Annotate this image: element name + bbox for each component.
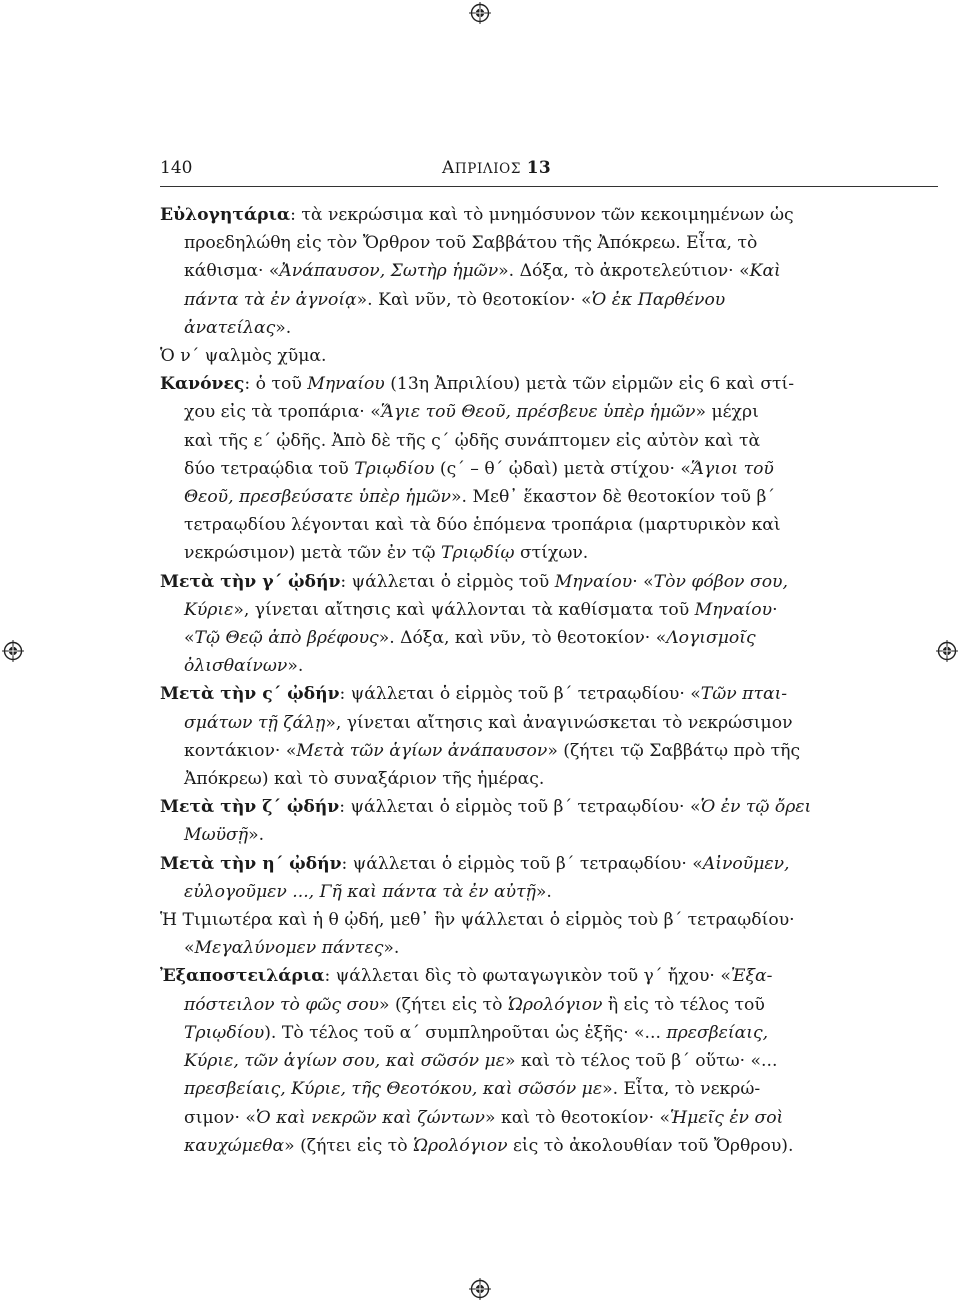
text-run: Ὁ ν΄ ψαλμὸς χῦμα. [160,346,327,367]
text-line [160,286,840,314]
hymn-incipit: πρεσβείαις, Κύριε, τῆς Θεοτόκου, καὶ σῶσόν με [184,1079,603,1100]
text-line [160,1075,840,1103]
hymn-incipit: Ὁ ἐκ Παρθένου [591,289,726,310]
text-run: ». Μεθ᾽ ἕκαστον δὲ θεοτοκίον τοῦ β΄ [451,487,775,508]
hymn-incipit: Κύριε, τῶν ἁγίων σου, καὶ σῶσόν με [184,1051,505,1072]
text-run: : ψάλλεται ὁ εἱρμὸς τοῦ β΄ τετραῳδίου· « [341,853,703,874]
text-line [160,1104,840,1132]
text-line [160,878,840,906]
hymn-incipit: Μηναίου [554,571,633,592]
hymn-incipit: πάντα τὰ ἐν ἀγνοίᾳ [184,289,357,310]
text-run: » (ζήτει τῷ Σαββάτῳ πρὸ τῆς [547,740,801,761]
text-run: « [184,938,195,959]
text-run: ». [287,656,304,677]
text-line [160,201,840,229]
registration-target-icon [2,640,24,662]
text-run: » καὶ τὸ τέλος τοῦ β΄ οὕτω· «... [504,1051,778,1072]
text-run: ». Καὶ νῦν, τὸ θεοτοκίον· « [356,289,592,310]
hymn-incipit: Μηναίου [694,599,773,620]
text-run: « [184,628,195,649]
text-line [160,539,840,567]
rubric-heading: Εὐλογητάρια [160,205,291,225]
text-run: τετραῳδίου λέγονται καὶ τὰ δύο ἑπόμενα τροπάρια (μαρτυρικὸν καὶ [184,515,781,536]
text-line [160,1132,840,1160]
text-run: » μέχρι [695,402,759,423]
text-run: ». Δόξα, καὶ νῦν, τὸ θεοτοκίον· « [378,628,667,649]
rubric-heading: Ἐξαποστειλάρια [160,966,325,987]
text-run: : τὰ νεκρώσιμα καὶ τὸ μνημόσυνον τῶν κεκοιμημένων ὡς [290,205,794,225]
text-run: Ἡ Τιμιωτέρα καὶ ἡ θ ᾠδή, μεθ᾽ ἣν ψάλλεται ὁ εἱρμὸς τοὺ β΄ τετραῳδίου· [160,910,795,931]
text-line [160,737,840,765]
text-line [160,398,840,426]
hymn-incipit: Τριῳδίου [354,458,435,479]
text-line [160,427,840,455]
text-line [160,511,840,539]
text-run: » (ζήτει εἰς τὸ [379,994,508,1015]
text-line [160,1047,840,1075]
text-run: ». Δόξα, τὸ ἀκροτελεύτιον· « [498,261,750,282]
text-run: εἰς τὸ ἀκολουθίαν τοῦ Ὄρθρου). [507,1135,794,1156]
text-run: · « [632,571,654,592]
text-run: ». [383,938,400,959]
text-run: (ς΄ – θ΄ ᾠδαὶ) μετὰ στίχου· « [434,458,691,479]
text-run: ». [275,317,292,338]
text-line [160,709,840,737]
text-run: καὶ τῆς ε΄ ᾠδῆς. Ἀπὸ δὲ τῆς ς΄ ᾠδῆς συνάπτομεν εἰς αὐτὸν καὶ τὰ [184,430,761,451]
text-line [160,455,840,483]
body-text [160,201,840,1160]
text-run: » (ζήτει εἰς τὸ [284,1135,414,1156]
text-run: : ὁ τοῦ [244,374,308,395]
page-header [160,154,938,186]
hymn-incipit: Λογισμοῖς [666,628,756,649]
text-run: κοντάκιον· « [184,740,297,761]
hymn-incipit: Τριῳδίου [184,1022,265,1043]
text-line [160,991,840,1019]
hymn-incipit: Ἅγιοι τοῦ [690,458,774,479]
text-run: κάθισμα· « [184,261,280,282]
text-line [160,483,840,511]
text-line [160,765,840,793]
hymn-incipit: ἀνατείλας [184,317,276,338]
text-run: : ψάλλεται δὶς τὸ φωταγωγικὸν τοῦ γ΄ ἤχου· « [324,966,731,987]
hymn-incipit: Μηναίου [307,374,385,395]
hymn-incipit: Τριῳδίῳ [441,543,515,564]
registration-target-icon [469,2,491,24]
hymn-incipit: Κύριε [184,599,234,620]
hymn-incipit: Τὸν φόβον σου, [653,571,788,592]
rubric-heading: Κανόνες [160,374,245,395]
hymn-incipit: Ὁ ἐν τῷ ὄρει [700,797,812,818]
text-line [160,370,840,398]
hymn-incipit: ὀλισθαίνων [184,656,288,677]
text-run: : ψάλλεται ὁ εἱρμὸς τοῦ β΄ τετραῳδίου· « [339,797,701,818]
hymn-incipit: Τῶν πται- [700,684,788,705]
hymn-incipit: Ἀνάπαυσον, Σωτὴρ ἡμῶν [279,261,499,282]
running-head-month: ΑΠΡΙΛΙΟΣ [442,158,521,178]
header-rule [160,186,938,187]
hymn-incipit: Μωϋσῇ [184,825,249,846]
page-number: 140 [160,158,193,178]
text-line [160,821,840,849]
hymn-incipit: Ἅγιε τοῦ Θεοῦ, πρέσβευε ὑπὲρ ἡμῶν [380,402,696,423]
text-run: ). Τὸ τέλος τοῦ α΄ συμπληροῦται ὡς ἑξῆς· «... [264,1022,667,1043]
hymn-incipit: σμάτων τῇ ζάλῃ [184,712,326,733]
text-run: δύο τετραῴδια τοῦ [184,458,355,479]
text-line [160,680,840,708]
hymn-incipit: Καὶ [749,261,781,282]
hymn-incipit: πόστειλον τὸ φῶς σου [184,994,379,1015]
text-line [160,314,840,342]
hymn-incipit: Θεοῦ, πρεσβεύσατε ὑπὲρ ἡμῶν [184,487,452,508]
rubric-heading: Μετὰ τὴν ζ΄ ᾠδήν [160,797,340,818]
hymn-incipit: Ἡμεῖς ἐν σοὶ [670,1107,784,1128]
text-run: ». [535,881,552,902]
text-run: », γίνεται αἴτησις καὶ ψάλλονται τὰ καθίσματα τοῦ [233,599,695,620]
text-run: ἢ εἰς τὸ τέλος τοῦ [602,994,765,1015]
running-head-day: 13 [526,158,551,178]
text-run: νεκρώσιμον) μετὰ τῶν ἐν τῷ [184,543,442,564]
text-line [160,229,840,257]
rubric-heading: Μετὰ τὴν η΄ ᾠδήν [160,853,342,874]
text-run: : ψάλλεται ὁ εἱρμὸς τοῦ β΄ τετραῳδίου· « [339,684,701,705]
text-line [160,568,840,596]
hymn-incipit: Τῷ Θεῷ ἀπὸ βρέφους [194,628,379,649]
registration-target-icon [469,1278,491,1300]
hymn-incipit: Αἰνοῦμεν, [702,853,790,874]
text-line [160,257,840,285]
hymn-incipit: Μετὰ τῶν ἁγίων ἀνάπαυσον [296,740,548,761]
rubric-heading: Μετὰ τὴν γ΄ ᾠδήν [160,571,341,592]
running-head [442,156,551,181]
text-run: (13η Ἀπριλίου) μετὰ τῶν εἰρμῶν εἰς 6 καὶ στί- [384,374,795,395]
text-line [160,1019,840,1047]
hymn-incipit: εὐλογοῦμεν ..., Γῆ καὶ πάντα τὰ ἐν αὐτῇ [184,881,536,902]
text-line [160,342,840,370]
text-run: · [772,599,778,620]
text-line [160,793,840,821]
hymn-incipit: Ὡρολόγιον [507,994,603,1015]
text-run: Ἀπόκρεω) καὶ τὸ συναξάριον τῆς ἡμέρας. [184,769,545,790]
text-line [160,596,840,624]
text-line [160,624,840,652]
text-run: προεδηλώθη εἰς τὸν Ὄρθρον τοῦ Σαββάτου τῆς Ἀπόκρεω. Εἶτα, τὸ [184,233,758,254]
hymn-incipit: Ὡρολόγιον [413,1135,508,1156]
text-run: ». Εἶτα, τὸ νεκρώ- [602,1079,761,1100]
text-line [160,652,840,680]
text-run: ». [248,825,265,846]
registration-target-icon [936,640,958,662]
text-line [160,906,840,934]
text-run: : ψάλλεται ὁ εἰρμὸς τοῦ [340,571,555,592]
text-run: σιμον· « [184,1107,256,1128]
hymn-incipit: πρεσβείαις, [666,1022,769,1043]
text-run: » καὶ τὸ θεοτοκίον· « [485,1107,671,1128]
text-run: », γίνεται αἴτησις καὶ ἀναγινώσκεται τὸ νεκρώσιμον [325,712,793,733]
hymn-incipit: Μεγαλύνομεν πάντες [194,938,384,959]
hymn-incipit: καυχώμεθα [184,1135,285,1156]
text-run: στίχων. [514,543,589,564]
text-run: χου εἰς τὰ τροπάρια· « [184,402,381,423]
text-line [160,934,840,962]
hymn-incipit: Ὁ καὶ νεκρῶν καὶ ζώντων [255,1107,486,1128]
rubric-heading: Μετὰ τὴν ς΄ ᾠδήν [160,684,340,705]
hymn-incipit: Ἐξα- [730,966,773,987]
text-line [160,962,840,990]
text-line [160,850,840,878]
